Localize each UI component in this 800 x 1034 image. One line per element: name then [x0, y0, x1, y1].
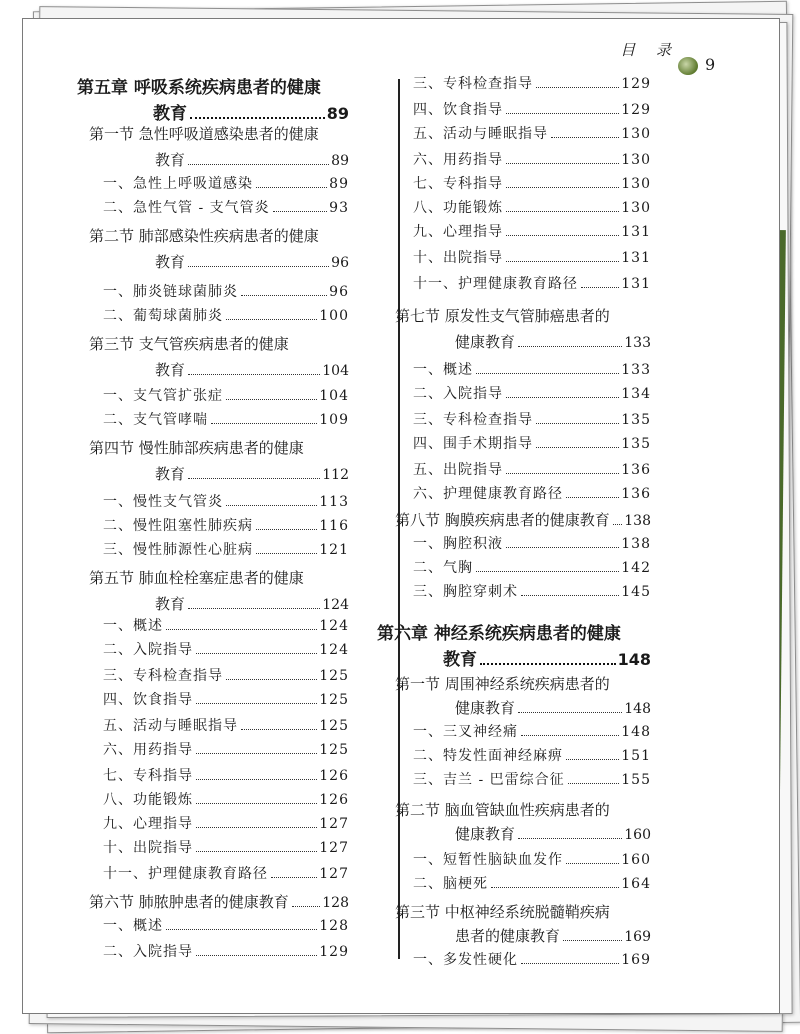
toc-section-line[interactable] [89, 333, 289, 354]
toc-item-line[interactable] [103, 385, 349, 405]
toc-item-line[interactable] [103, 915, 349, 935]
toc-section-line[interactable] [89, 225, 319, 246]
dot-leader [518, 346, 622, 347]
toc-page-number: 127 [319, 816, 349, 832]
toc-page-number: 131 [621, 276, 651, 292]
toc-item-line[interactable] [413, 173, 651, 193]
toc-item-line[interactable] [413, 433, 651, 453]
toc-page [22, 18, 780, 1014]
toc-entry-label: 第五节 肺血栓栓塞症患者的健康 [89, 569, 304, 587]
toc-chapter-line[interactable] [443, 645, 651, 670]
toc-entry-label: 二、慢性阻塞性肺疾病 [103, 518, 253, 534]
toc-page-number: 124 [319, 618, 349, 634]
toc-entry-label: 二、入院指导 [103, 642, 193, 658]
toc-item-line[interactable] [103, 863, 349, 883]
toc-entry-label: 四、围手术期指导 [413, 436, 533, 452]
toc-entry-label: 健康教育 [455, 333, 516, 351]
toc-page-number: 89 [329, 176, 349, 192]
dot-leader [226, 679, 317, 680]
dot-leader [506, 261, 619, 262]
toc-section-line[interactable] [395, 305, 610, 326]
toc-item-line[interactable] [103, 491, 349, 511]
toc-entry-label: 十、出院指导 [103, 840, 193, 856]
dot-leader [506, 547, 619, 548]
toc-entry-label: 五、活动与睡眠指导 [103, 718, 238, 734]
toc-entry-label: 第八节 胸膜疾病患者的健康教育 [395, 511, 610, 529]
toc-entry-label: 七、专科指导 [413, 176, 503, 192]
toc-page-number: 169 [624, 929, 651, 945]
dot-leader [551, 137, 619, 138]
dot-leader [506, 211, 619, 212]
toc-entry-label: 九、心理指导 [413, 224, 503, 240]
toc-item-line[interactable] [103, 281, 349, 301]
toc-item-line[interactable] [413, 359, 651, 379]
toc-page-number: 109 [319, 412, 349, 428]
toc-section-line[interactable] [395, 901, 610, 922]
toc-item-line[interactable] [103, 639, 349, 659]
toc-page-number: 128 [322, 895, 349, 911]
toc-page-number: 133 [624, 335, 651, 351]
dot-leader [521, 735, 619, 736]
toc-item-line[interactable] [413, 483, 651, 503]
toc-page-number: 148 [617, 650, 651, 669]
toc-item-line[interactable] [413, 221, 651, 241]
dot-leader [226, 399, 317, 400]
toc-page-number: 164 [621, 876, 651, 892]
toc-item-line[interactable] [413, 197, 651, 217]
toc-section-line[interactable] [155, 359, 349, 380]
dot-leader [568, 783, 620, 784]
toc-page-number: 135 [621, 436, 651, 452]
toc-entry-label: 四、饮食指导 [103, 692, 193, 708]
toc-entry-label: 教育 [443, 650, 477, 670]
toc-entry-label: 一、多发性硬化 [413, 952, 518, 968]
dot-leader [211, 423, 317, 424]
dot-leader [256, 529, 317, 530]
toc-item-line[interactable] [413, 247, 651, 267]
toc-entry-label: 六、用药指导 [413, 152, 503, 168]
toc-entry-label: 一、急性上呼吸道感染 [103, 176, 253, 192]
toc-page-number: 160 [621, 852, 651, 868]
dot-leader [226, 319, 317, 320]
toc-page-number: 130 [621, 200, 651, 216]
toc-item-line[interactable] [413, 273, 651, 293]
toc-entry-label: 教育 [153, 104, 187, 124]
dot-leader [536, 87, 619, 88]
toc-page-number: 145 [621, 584, 651, 600]
toc-page-number: 121 [319, 542, 349, 558]
dot-leader [166, 929, 317, 930]
toc-entry-label: 三、专科检查指导 [103, 668, 223, 684]
toc-entry-label: 教育 [155, 465, 186, 483]
toc-entry-label: 四、饮食指导 [413, 102, 503, 118]
toc-chapter-line[interactable] [77, 73, 321, 98]
toc-page-number: 96 [329, 284, 349, 300]
toc-entry-label: 教育 [155, 595, 186, 613]
toc-entry-label: 八、功能锻炼 [413, 200, 503, 216]
dot-leader [196, 653, 317, 654]
dot-leader [190, 117, 325, 119]
toc-item-line[interactable] [413, 581, 651, 601]
toc-entry-label: 三、慢性肺源性心脏病 [103, 542, 253, 558]
toc-entry-label: 第六章 神经系统疾病患者的健康 [377, 624, 621, 644]
dot-leader [256, 553, 317, 554]
toc-entry-label: 一、三叉神经痛 [413, 724, 518, 740]
dot-leader [188, 374, 320, 375]
toc-page-number: 131 [621, 250, 651, 266]
toc-entry-label: 一、慢性支气管炎 [103, 494, 223, 510]
toc-item-line[interactable] [103, 837, 349, 857]
toc-page-number: 96 [331, 255, 349, 271]
toc-item-line[interactable] [103, 813, 349, 833]
toc-entry-label: 一、概述 [103, 618, 163, 634]
dot-leader [506, 397, 619, 398]
toc-item-line[interactable] [103, 197, 349, 217]
toc-entry-label: 一、概述 [103, 918, 163, 934]
toc-page-number: 129 [319, 944, 349, 960]
toc-page-number: 136 [621, 486, 651, 502]
dot-leader [506, 163, 619, 164]
dot-leader [196, 703, 317, 704]
toc-entry-label: 一、短暂性脑缺血发作 [413, 852, 563, 868]
toc-entry-label: 十一、护理健康教育路径 [103, 866, 268, 882]
toc-item-line[interactable] [103, 173, 349, 193]
toc-entry-label: 教育 [155, 151, 186, 169]
dot-leader [196, 779, 317, 780]
toc-entry-label: 健康教育 [455, 699, 516, 717]
toc-page-number: 125 [319, 742, 349, 758]
toc-item-line[interactable] [413, 409, 651, 429]
toc-entry-label: 第七节 原发性支气管肺癌患者的 [395, 307, 610, 325]
toc-entry-label: 二、葡萄球菌肺炎 [103, 308, 223, 324]
toc-item-line[interactable] [103, 765, 349, 785]
toc-page-number: 104 [322, 363, 349, 379]
toc-item-line[interactable] [413, 459, 651, 479]
dot-leader [506, 235, 619, 236]
toc-entry-label: 二、入院指导 [413, 386, 503, 402]
toc-item-line[interactable] [103, 715, 349, 735]
toc-entry-label: 九、心理指导 [103, 816, 193, 832]
toc-item-line[interactable] [413, 557, 651, 577]
toc-item-line[interactable] [103, 515, 349, 535]
toc-page-number: 169 [621, 952, 651, 968]
toc-page-number: 124 [319, 642, 349, 658]
toc-item-line[interactable] [413, 123, 651, 143]
toc-item-line[interactable] [413, 533, 651, 553]
toc-item-line[interactable] [413, 949, 651, 969]
dot-leader [521, 595, 619, 596]
toc-section-line[interactable] [155, 251, 349, 272]
toc-section-line[interactable] [89, 891, 349, 912]
dot-leader [196, 955, 317, 956]
dot-leader [256, 187, 327, 188]
running-header: 目 录 [620, 41, 679, 59]
toc-section-line[interactable] [155, 149, 349, 170]
toc-entry-label: 一、支气管扩张症 [103, 388, 223, 404]
toc-page-number: 127 [319, 840, 349, 856]
toc-page-number: 151 [621, 748, 651, 764]
toc-section-line[interactable] [455, 331, 651, 352]
toc-section-line[interactable] [155, 463, 349, 484]
toc-item-line[interactable] [103, 305, 349, 325]
toc-item-line[interactable] [413, 383, 651, 403]
dot-leader [292, 906, 320, 907]
toc-entry-label: 第五章 呼吸系统疾病患者的健康 [77, 78, 321, 98]
toc-page-number: 125 [319, 692, 349, 708]
toc-entry-label: 一、胸腔积液 [413, 536, 503, 552]
toc-entry-label: 三、专科检查指导 [413, 412, 533, 428]
dot-leader [506, 113, 619, 114]
dot-leader [566, 863, 619, 864]
toc-page-number: 155 [621, 772, 651, 788]
toc-entry-label: 二、支气管哮喘 [103, 412, 208, 428]
toc-section-line[interactable] [395, 509, 651, 530]
toc-section-line[interactable] [455, 697, 651, 718]
dot-leader [196, 803, 317, 804]
toc-entry-label: 三、专科检查指导 [413, 76, 533, 92]
toc-entry-label: 六、用药指导 [103, 742, 193, 758]
toc-item-line[interactable] [413, 745, 651, 765]
toc-page-number: 160 [624, 827, 651, 843]
dot-leader [480, 663, 616, 665]
toc-page-number: 130 [621, 152, 651, 168]
toc-entry-label: 二、脑梗死 [413, 876, 488, 892]
toc-entry-label: 第三节 支气管疾病患者的健康 [89, 335, 289, 353]
dot-leader [613, 524, 622, 525]
toc-entry-label: 十一、护理健康教育路径 [413, 276, 578, 292]
dot-leader [476, 373, 619, 374]
toc-page-number: 135 [621, 412, 651, 428]
toc-entry-label: 二、急性气管 - 支气管炎 [103, 200, 270, 216]
dot-leader [491, 887, 619, 888]
toc-item-line[interactable] [103, 689, 349, 709]
toc-entry-label: 第一节 周围神经系统疾病患者的 [395, 675, 610, 693]
toc-section-line[interactable] [89, 567, 304, 588]
toc-entry-label: 二、入院指导 [103, 944, 193, 960]
toc-entry-label: 五、出院指导 [413, 462, 503, 478]
dot-leader [518, 712, 622, 713]
toc-entry-label: 三、胸腔穿刺术 [413, 584, 518, 600]
dot-leader [271, 877, 317, 878]
toc-entry-label: 健康教育 [455, 825, 516, 843]
toc-section-line[interactable] [395, 799, 610, 820]
toc-page-number: 116 [319, 518, 349, 534]
toc-section-line[interactable] [455, 823, 651, 844]
toc-page-number: 138 [621, 536, 651, 552]
toc-section-line[interactable] [89, 437, 304, 458]
toc-page-number: 129 [621, 102, 651, 118]
dot-leader [196, 827, 317, 828]
toc-item-line[interactable] [103, 409, 349, 429]
toc-entry-label: 三、吉兰 - 巴雷综合征 [413, 772, 565, 788]
dot-leader [188, 478, 320, 479]
toc-page-number: 127 [319, 866, 349, 882]
toc-section-line[interactable] [395, 673, 610, 694]
dot-leader [196, 753, 317, 754]
toc-page-number: 129 [621, 76, 651, 92]
toc-chapter-line[interactable] [153, 99, 349, 124]
toc-page-number: 138 [624, 513, 651, 529]
dot-leader [476, 571, 619, 572]
page-number: 9 [705, 55, 716, 74]
toc-page-number: 104 [319, 388, 349, 404]
toc-entry-label: 五、活动与睡眠指导 [413, 126, 548, 142]
globe-icon [678, 57, 698, 75]
dot-leader [196, 851, 317, 852]
toc-item-line[interactable] [413, 99, 651, 119]
toc-item-line[interactable] [413, 873, 651, 893]
toc-entry-label: 第六节 肺脓肿患者的健康教育 [89, 893, 289, 911]
toc-page-number: 100 [319, 308, 349, 324]
toc-section-line[interactable] [89, 123, 319, 144]
toc-page-number: 133 [621, 362, 651, 378]
dot-leader [273, 211, 328, 212]
toc-entry-label: 二、气胸 [413, 560, 473, 576]
toc-entry-label: 二、特发性面神经麻痹 [413, 748, 563, 764]
toc-item-line[interactable] [413, 849, 651, 869]
dot-leader [226, 505, 317, 506]
toc-entry-label: 六、护理健康教育路径 [413, 486, 563, 502]
toc-page-number: 130 [621, 126, 651, 142]
dot-leader [566, 759, 619, 760]
dot-leader [506, 187, 619, 188]
toc-entry-label: 患者的健康教育 [455, 927, 561, 945]
toc-entry-label: 一、概述 [413, 362, 473, 378]
toc-page-number: 89 [331, 153, 349, 169]
toc-page-number: 128 [319, 918, 349, 934]
dot-leader [506, 473, 619, 474]
toc-item-line[interactable] [103, 941, 349, 961]
dot-leader [536, 423, 619, 424]
dot-leader [241, 729, 317, 730]
dot-leader [521, 963, 619, 964]
toc-page-number: 126 [319, 768, 349, 784]
dot-leader [563, 940, 622, 941]
toc-entry-label: 第三节 中枢神经系统脱髓鞘疾病 [395, 903, 610, 921]
dot-leader [581, 287, 619, 288]
toc-item-line[interactable] [103, 665, 349, 685]
toc-entry-label: 第一节 急性呼吸道感染患者的健康 [89, 125, 319, 143]
toc-entry-label: 第二节 肺部感染性疾病患者的健康 [89, 227, 319, 245]
toc-entry-label: 第二节 脑血管缺血性疾病患者的 [395, 801, 610, 819]
toc-entry-label: 七、专科指导 [103, 768, 193, 784]
toc-item-line[interactable] [103, 789, 349, 809]
toc-item-line[interactable] [103, 539, 349, 559]
toc-entry-label: 教育 [155, 253, 186, 271]
toc-page-number: 134 [621, 386, 651, 402]
toc-page-number: 93 [329, 200, 349, 216]
toc-page-number: 113 [319, 494, 349, 510]
dot-leader [188, 266, 329, 267]
toc-item-line[interactable] [103, 739, 349, 759]
toc-item-line[interactable] [103, 615, 349, 635]
toc-item-line[interactable] [413, 721, 651, 741]
dot-leader [166, 629, 317, 630]
toc-page-number: 136 [621, 462, 651, 478]
toc-section-line[interactable] [455, 925, 651, 946]
toc-page-number: 148 [621, 724, 651, 740]
toc-page-number: 112 [322, 467, 349, 483]
toc-page-number: 148 [624, 701, 651, 717]
dot-leader [536, 447, 619, 448]
toc-page-number: 131 [621, 224, 651, 240]
toc-entry-label: 十、出院指导 [413, 250, 503, 266]
toc-entry-label: 一、肺炎链球菌肺炎 [103, 284, 238, 300]
toc-page-number: 130 [621, 176, 651, 192]
toc-page-number: 126 [319, 792, 349, 808]
toc-entry-label: 教育 [155, 361, 186, 379]
toc-page-number: 124 [322, 597, 349, 613]
toc-item-line[interactable] [413, 149, 651, 169]
toc-chapter-line[interactable] [377, 619, 621, 644]
dot-leader [188, 608, 320, 609]
toc-entry-label: 第四节 慢性肺部疾病患者的健康 [89, 439, 304, 457]
toc-page-number: 125 [319, 668, 349, 684]
dot-leader [566, 497, 619, 498]
dot-leader [241, 295, 327, 296]
toc-page-number: 125 [319, 718, 349, 734]
toc-item-line[interactable] [413, 73, 651, 93]
toc-section-line[interactable] [155, 593, 349, 614]
toc-page-number: 142 [621, 560, 651, 576]
toc-item-line[interactable] [413, 769, 651, 789]
dot-leader [188, 164, 329, 165]
toc-entry-label: 八、功能锻炼 [103, 792, 193, 808]
dot-leader [518, 838, 622, 839]
toc-page-number: 89 [326, 104, 349, 123]
